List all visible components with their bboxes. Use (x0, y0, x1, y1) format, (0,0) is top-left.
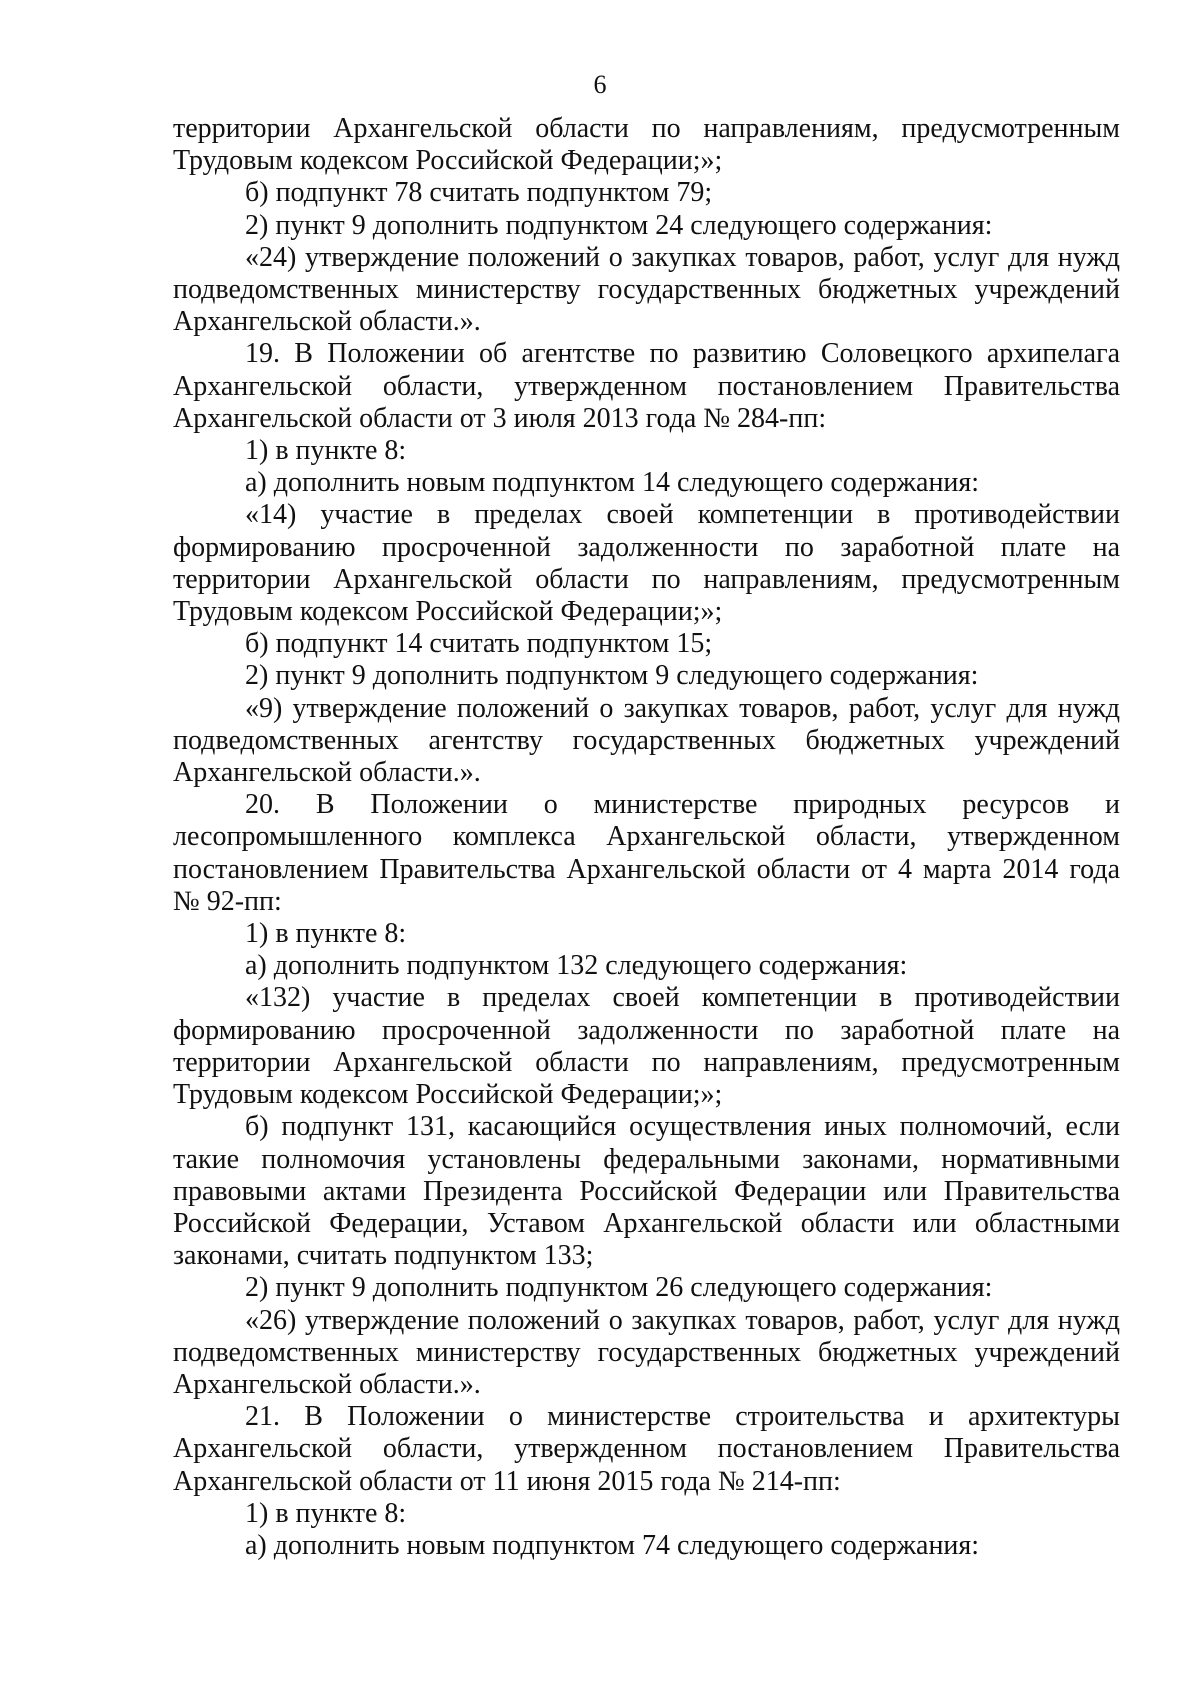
paragraph: а) дополнить подпунктом 132 следующего содержания: (245, 950, 908, 982)
paragraph: 2) пункт 9 дополнить подпунктом 9 следующего содержания: (245, 660, 979, 692)
paragraph: 21. В Положении о министерстве строительства и архитектуры Архангельской области, утвержденном постановлением Правительства Архангельской области от 11 июня 2015 года № 214-пп: (173, 1401, 1120, 1497)
paragraph: 1) в пункте 8: (245, 918, 407, 950)
paragraph: «132) участие в пределах своей компетенции в противодействии формированию просроченной задолженности по заработной плате на территории Архангельской области по направлениям, предусмотренным Трудовым кодексом Российской Федерации;»; (173, 982, 1120, 1111)
paragraph: территории Архангельской области по направлениям, предусмотренным Трудовым кодексом Российской Федерации;»; (173, 113, 1120, 177)
paragraph: б) подпункт 14 считать подпунктом 15; (245, 628, 713, 660)
paragraph: 1) в пункте 8: (245, 1497, 407, 1529)
page-number: 6 (593, 70, 607, 99)
document-body (173, 113, 1120, 1562)
paragraph: «14) участие в пределах своей компетенции в противодействии формированию просроченной задолженности по заработной плате на территории Архангельской области по направлениям, предусмотренным Трудовым кодексом Российской Федерации;»; (173, 499, 1120, 628)
paragraph: 2) пункт 9 дополнить подпунктом 24 следующего содержания: (245, 209, 993, 241)
paragraph: 1) в пункте 8: (245, 435, 407, 467)
paragraph: «9) утверждение положений о закупках товаров, работ, услуг для нужд подведомственных агентству государственных бюджетных учреждений Архангельской области.». (173, 692, 1120, 789)
paragraph: а) дополнить новым подпунктом 74 следующего содержания: (245, 1529, 980, 1561)
paragraph: б) подпункт 131, касающийся осуществления иных полномочий, если такие полномочия установлены федеральными законами, нормативными правовыми актами Президента Российской Федерации или Правительства Российской Федерации, Уставом Архангельской области или областными законами, считать подпунктом 133; (173, 1111, 1120, 1272)
paragraph: б) подпункт 78 считать подпунктом 79; (245, 177, 713, 209)
paragraph: 19. В Положении об агентстве по развитию Соловецкого архипелага Архангельской области, утвержденном постановлением Правительства Архангельской области от 3 июля 2013 года № 284-пп: (173, 338, 1120, 434)
paragraph: 20. В Положении о министерстве природных ресурсов и лесопромышленного комплекса Архангельской области, утвержденном постановлением Правительства Архангельской области от 4 марта 2014 года № 92-пп: (173, 789, 1120, 917)
paragraph: а) дополнить новым подпунктом 14 следующего содержания: (245, 467, 980, 499)
paragraph: «26) утверждение положений о закупках товаров, работ, услуг для нужд подведомственных министерству государственных бюджетных учреждений Архангельской области.». (173, 1304, 1120, 1400)
paragraph: 2) пункт 9 дополнить подпунктом 26 следующего содержания: (245, 1272, 993, 1304)
paragraph: «24) утверждение положений о закупках товаров, работ, услуг для нужд подведомственных министерству государственных бюджетных учреждений Архангельской области.». (173, 241, 1120, 338)
